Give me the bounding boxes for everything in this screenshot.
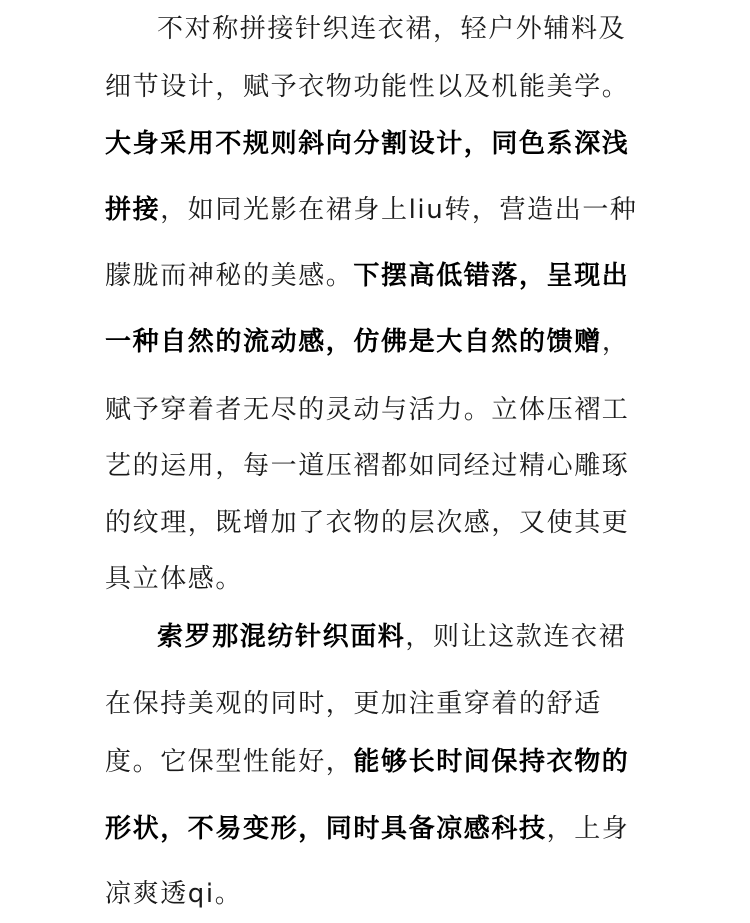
- line-7-segment-1: 赋予穿着者无尽的灵动与活力。立体压褶工: [105, 395, 630, 425]
- line-8-segment-1: 艺的运用，每一道压褶都如同经过精心雕琢: [105, 451, 630, 481]
- line-5-bold-segment: 下摆高低错落，呈现出: [353, 261, 630, 291]
- line-6-segment-2: ，: [601, 327, 630, 357]
- text-line-8: [105, 449, 629, 483]
- text-line-7: [105, 393, 629, 427]
- line-14-segment-2: ，上身: [546, 814, 630, 844]
- line-4-segment-2: ，如同光影在裙身上liu转，营造出一种: [160, 195, 638, 225]
- line-5-segment-1: 朦胧而神秘的美感。: [105, 261, 354, 291]
- text-line-11: [157, 620, 626, 654]
- text-line-5: [105, 259, 629, 293]
- text-line-2: [105, 70, 629, 104]
- text-line-1: [157, 12, 626, 46]
- line-9-segment-1: 的纹理，既增加了衣物的层次感，又使其更: [105, 508, 630, 538]
- line-2-segment-1: 细节设计，赋予衣物功能性以及机能美学。: [105, 72, 630, 102]
- text-line-6: [105, 325, 629, 359]
- line-11-bold-segment: 索罗那混纺针织面料: [157, 622, 406, 652]
- text-line-12: [105, 687, 602, 721]
- line-6-bold-segment: 一种自然的流动感，仿佛是大自然的馈赠: [105, 327, 602, 357]
- line-1-segment-1: 不对称拼接针织连衣裙，轻户外辅料及: [157, 14, 627, 44]
- text-line-15: [105, 877, 242, 911]
- text-line-3: [105, 127, 629, 161]
- line-14-bold-segment: 形状，不易变形，同时具备凉感科技: [105, 814, 547, 844]
- line-11-segment-2: ，则让这款连衣裙: [405, 622, 627, 652]
- text-line-4: [105, 193, 638, 227]
- text-line-14: [105, 812, 629, 846]
- line-15-segment-1: 凉爽透qi。: [105, 879, 243, 909]
- line-10-segment-1: 具立体感。: [105, 564, 244, 594]
- text-line-13: [105, 745, 629, 779]
- text-line-10: [105, 562, 243, 596]
- text-line-9: [105, 506, 629, 540]
- line-13-bold-segment: 能够长时间保持衣物的: [353, 747, 630, 777]
- line-12-segment-1: 在保持美观的同时，更加注重穿着的舒适: [105, 689, 602, 719]
- line-13-segment-1: 度。它保型性能好，: [105, 747, 354, 777]
- line-4-bold-segment: 拼接: [105, 195, 161, 225]
- line-3-bold-segment: 大身采用不规则斜向分割设计，同色系深浅: [105, 129, 630, 159]
